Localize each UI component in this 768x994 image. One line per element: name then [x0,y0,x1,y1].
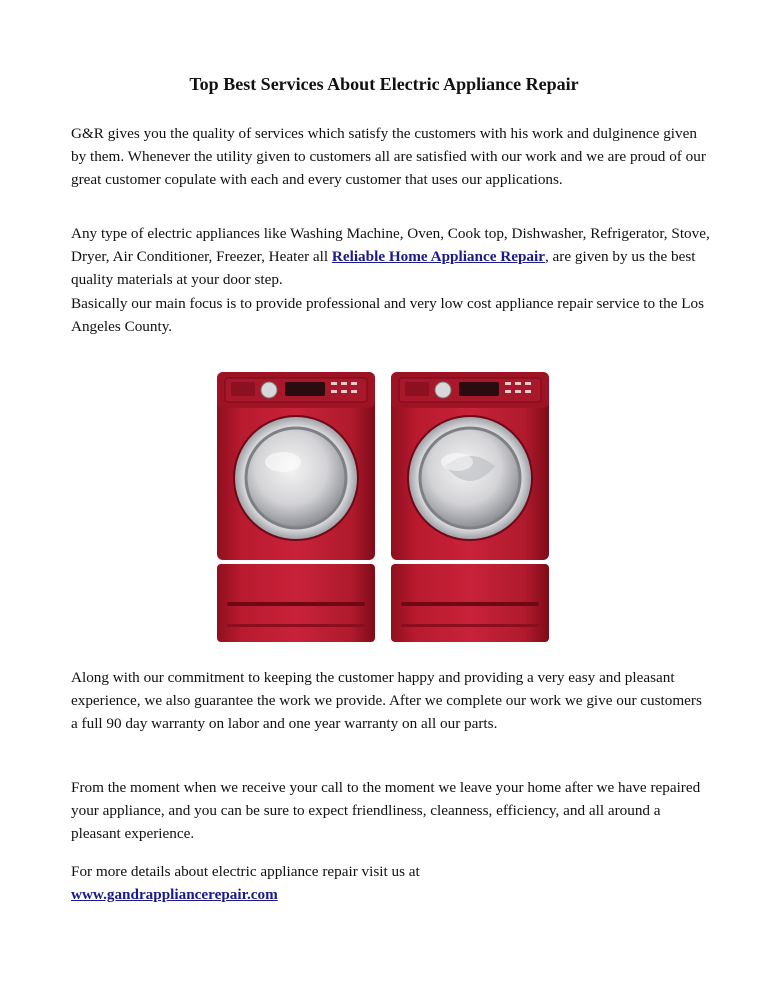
appliance-types-text: Any type of electric appliances like Washing Machine, Oven, Cook top, Dishwasher, Refrigerator, Stove, Dryer, Air Conditioner, Freezer, Heater all [71,225,710,266]
website-link[interactable]: www.gandrappliancerepair.com [71,886,278,904]
appliance-types-text-end: , are given by us the best quality materials at your door step. [71,248,696,289]
reliable-home-appliance-repair-link[interactable]: Reliable Home Appliance Repair [331,248,545,266]
dryer [391,372,549,560]
contact-text: For more details about electric appliance repair visit us at [71,863,420,880]
washer-dryer-image [205,366,561,650]
main-focus-text: Basically our main focus is to provide professional and very low cost appliance repair service to the Los Angeles County. [71,294,705,335]
appliance-types-paragraph [71,222,711,338]
contact-paragraph [71,860,711,906]
intro-paragraph: G&R gives you the quality of services which satisfy the customers with his work and dulginence given by them. Whenever the utility given to customers all are satisfied with our work and we are proud of our great customer copulate with each and every customer that uses our applications. [71,125,706,189]
page-title: Top Best Services About Electric Appliance Repair [189,74,579,94]
pedestals [217,564,549,642]
washer [217,372,375,560]
experience-paragraph: From the moment when we receive your call to the moment we leave your home after we have repaired your appliance, and you can be sure to expect friendliness, cleanness, efficiency, and all around a pleasant experience. [71,779,701,843]
commitment-paragraph: Along with our commitment to keeping the customer happy and providing a very easy and pleasant experience, we also guarantee the work we provide. After we complete our work we give our customers a full 90 day warranty on labor and one year warranty on all our parts. [71,669,702,733]
